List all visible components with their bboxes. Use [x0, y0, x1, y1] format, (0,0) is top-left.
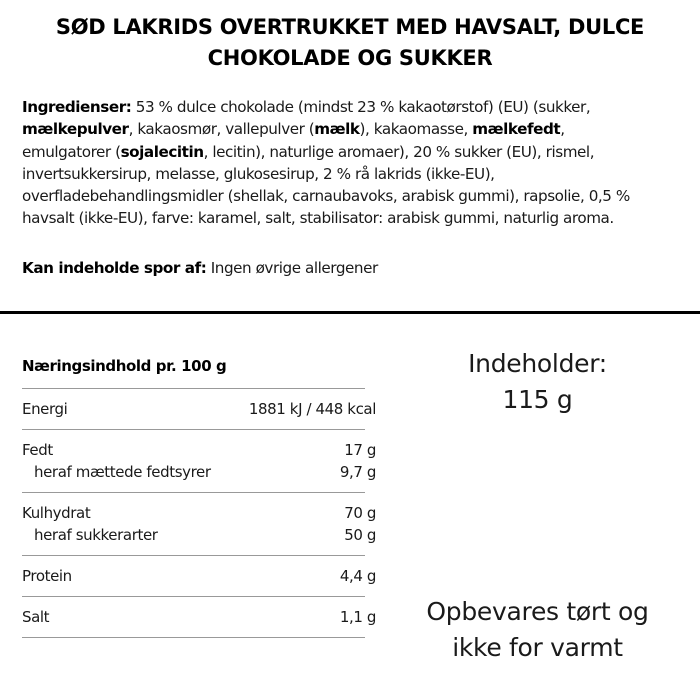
ingredients-line: [22, 163, 692, 185]
nutrition-group: [22, 493, 376, 556]
nutrient-value: 1,1 g: [339, 608, 376, 626]
nutrition-table: [22, 352, 376, 638]
nutrition-header: Næringsindhold pr. 100 g: [22, 352, 365, 389]
storage-instructions: [400, 594, 675, 666]
ingredient-text: 53 % dulce chokolade (mindst 23 % kakaotørstof) (EU) (sukker,: [131, 98, 591, 116]
ingredient-text: ), kakaomasse,: [359, 120, 473, 139]
nutrition-row: [22, 439, 376, 461]
nutrient-value: 70 g: [344, 504, 376, 522]
net-contents: [400, 346, 675, 418]
ingredients-line: [22, 185, 692, 207]
nutrient-value: 17 g: [344, 441, 376, 459]
product-title-line: SØD LAKRIDS OVERTRUKKET MED HAVSALT, DULCE: [55, 15, 645, 39]
nutrition-group: [22, 597, 376, 638]
ingredient-text: havsalt (ikke-EU), farve: karamel, salt, stabilisator: arabisk gummi, naturlig aroma.: [22, 209, 614, 228]
storage-line: Opbevares tørt og: [426, 597, 649, 626]
nutrition-row: [22, 461, 376, 483]
ingredients-line: [22, 141, 692, 163]
nutrient-label: Salt: [22, 608, 50, 626]
nutrient-value: 1881 kJ / 448 kcal: [248, 400, 376, 418]
nutrition-row: [22, 565, 376, 587]
ingredient-text: overfladebehandlingsmidler (shellak, carnaubavoks, arabisk gummi), rapsolie, 0,5 %: [22, 187, 630, 206]
nutrition-row: [22, 524, 376, 546]
nutrient-label: heraf mættede fedtsyrer: [34, 463, 211, 481]
nutrition-row: [22, 502, 376, 524]
nutrient-label: Kulhydrat: [22, 504, 91, 522]
storage-line: ikke for varmt: [452, 633, 623, 662]
net-contents-value: 115 g: [502, 385, 573, 414]
nutrient-value: 9,7 g: [339, 463, 376, 481]
nutrient-label: heraf sukkerarter: [34, 526, 158, 544]
ingredient-text: emulgatorer (: [22, 142, 121, 161]
nutrition-group: [22, 389, 376, 430]
nutrient-label: Energi: [22, 400, 68, 418]
ingredients-list: [22, 96, 692, 230]
ingredients-line: [22, 118, 692, 140]
nutrition-row: [22, 398, 376, 420]
ingredients-line: [22, 207, 692, 229]
nutrient-value: 50 g: [344, 526, 376, 544]
ingredient-text: ,: [560, 120, 565, 139]
ingredient-text: invertsukkersirup, melasse, glukosesirup, 2 % rå lakrids (ikke-EU),: [22, 164, 495, 183]
allergen-label: Kan indeholde spor af:: [22, 259, 207, 277]
product-title-line: CHOKOLADE OG SUKKER: [207, 46, 493, 70]
nutrition-row: [22, 606, 376, 628]
ingredient-text: , lecitin), naturlige aromaer), 20 % sukker (EU), rismel,: [203, 142, 595, 161]
ingredients-line: [22, 96, 692, 118]
allergen-info: [22, 259, 378, 277]
allergen-value: Ingen øvrige allergener: [206, 259, 378, 277]
ingredient-bold-text: Ingredienser:: [22, 98, 132, 116]
net-contents-label: Indeholder:: [468, 349, 607, 378]
ingredient-bold-text: sojalecitin: [120, 142, 204, 161]
ingredient-bold-text: mælk: [314, 120, 360, 139]
ingredient-bold-text: mælkefedt: [472, 120, 561, 139]
ingredient-text: , kakaosmør, vallepulver (: [128, 120, 315, 139]
product-title: [0, 12, 700, 74]
nutrient-label: Fedt: [22, 441, 53, 459]
nutrient-value: 4,4 g: [339, 567, 376, 585]
nutrition-group: [22, 430, 376, 493]
nutrition-group: [22, 556, 376, 597]
nutrient-label: Protein: [22, 567, 72, 585]
section-divider: [0, 311, 700, 314]
ingredient-bold-text: mælkepulver: [22, 120, 129, 139]
